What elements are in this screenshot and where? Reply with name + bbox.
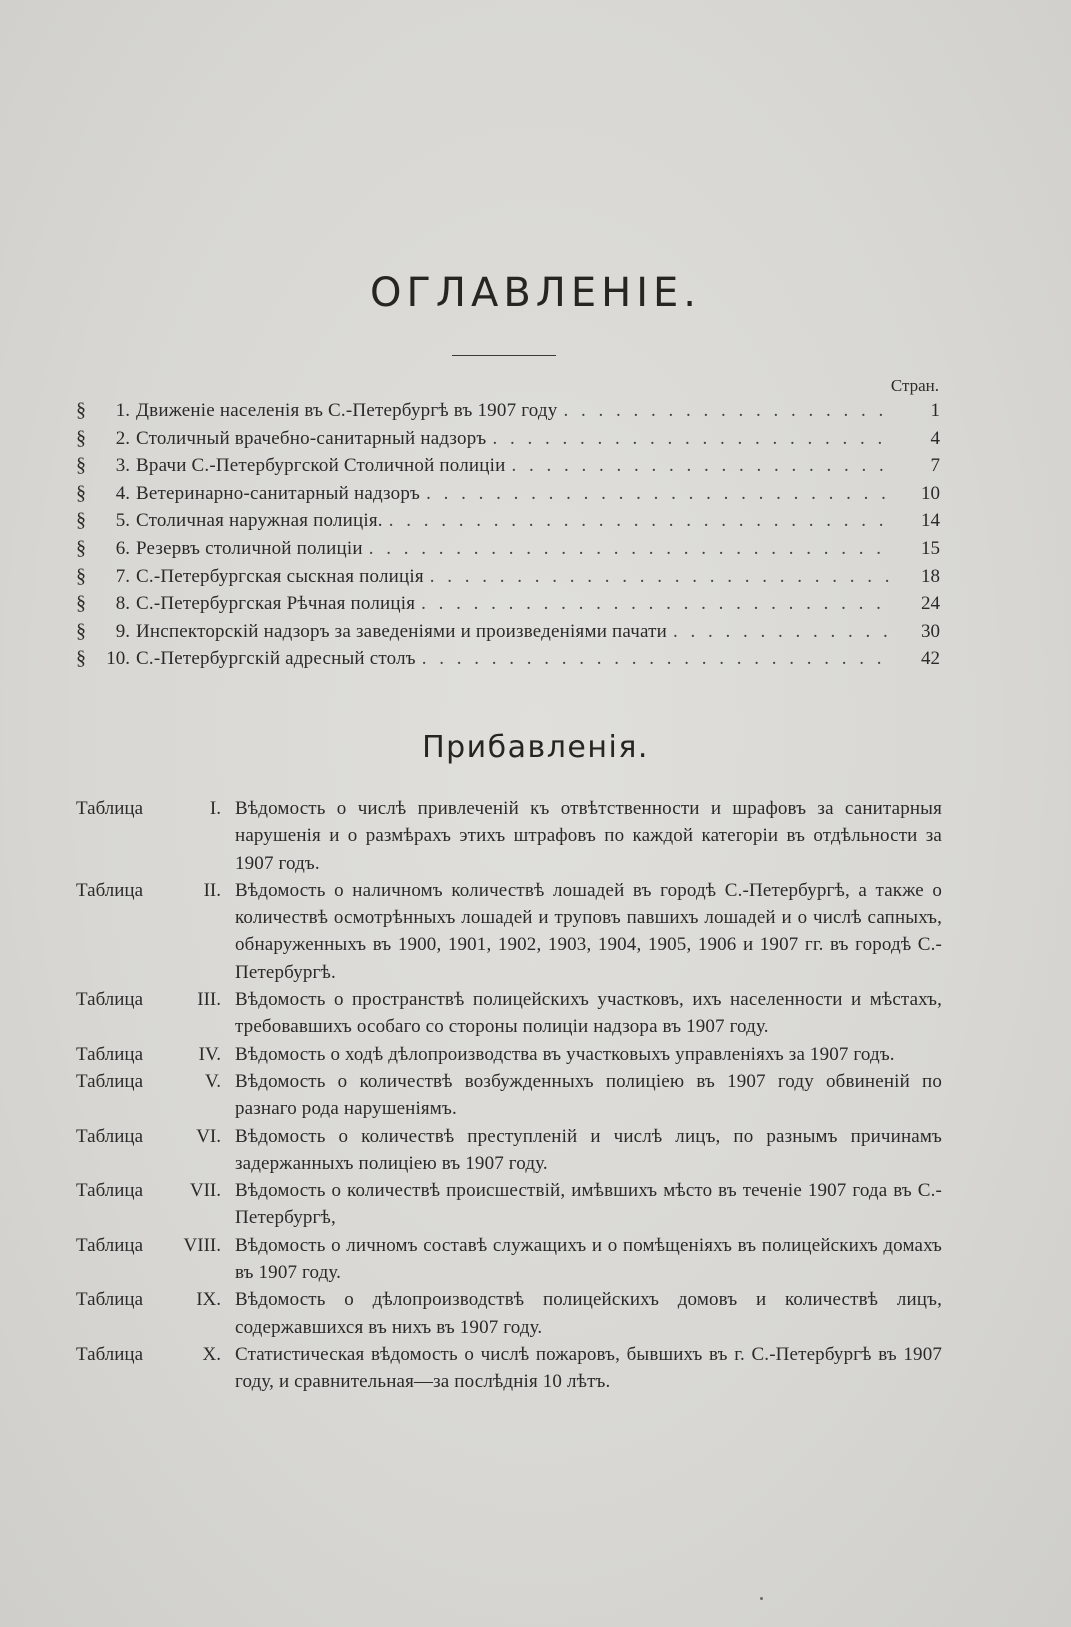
appendix-entry-label: Таблица: [76, 1180, 144, 1202]
appendix-entry-text: Вѣдомость о ходѣ дѣлопроизводства въ участковыхъ управленіяхъ за 1907 годъ.: [235, 1043, 895, 1065]
appendix-entry-label: Таблица: [76, 1343, 144, 1365]
appendix-entry-text: Вѣдомость о пространствѣ полицейскихъ участковъ, ихъ населенности и мѣстахъ, требовавшихъ особаго со стороны полиціи надзора въ 1907 году.: [235, 989, 942, 1038]
appendix-entry-label: Таблица: [76, 989, 144, 1011]
table-of-contents: [76, 399, 940, 675]
toc-entry-page: 18: [921, 565, 940, 587]
section-symbol: §: [76, 619, 86, 642]
appendix-entry-text: Вѣдомость о количествѣ происшествій, имѣвшихъ мѣсто въ теченіе 1907 года въ С.-Петербургѣ,: [235, 1180, 942, 1229]
toc-entry-title: С.-Петербургская Рѣчная полиція: [136, 593, 416, 615]
appendix-entry-number: IX.: [196, 1289, 221, 1311]
toc-entry-title: Резервъ столичной полиціи: [136, 537, 363, 559]
section-symbol: §: [76, 592, 86, 615]
toc-entry-title: Столичная наружная полиція.: [136, 510, 383, 532]
appendix-entry-number: III.: [197, 989, 221, 1011]
toc-entry-page: 30: [921, 620, 940, 642]
appendix-entry: [76, 1123, 942, 1178]
appendix-heading: Прибавленія.: [422, 730, 649, 765]
dot-leader: [426, 483, 892, 505]
toc-entry-page: 10: [921, 482, 940, 504]
dot-leader: [421, 593, 892, 615]
toc-entry: [76, 454, 940, 482]
paper-speck: [760, 1597, 763, 1600]
toc-entry: [76, 647, 940, 675]
toc-entry-number: 9.: [115, 620, 130, 642]
toc-entry-title: Столичный врачебно-санитарный надзоръ: [136, 427, 487, 449]
toc-entry-page: 4: [930, 427, 940, 449]
dot-leader: [389, 510, 892, 532]
appendix-entry: [76, 877, 942, 986]
appendix-entry-label: Таблица: [76, 798, 144, 819]
toc-entry-number: 10.: [106, 648, 130, 670]
appendix-entry-text: Вѣдомость о количествѣ возбужденныхъ полиціею въ 1907 году обвиненій по разнаго рода нарушеніямъ.: [235, 1070, 942, 1120]
dot-leader: [492, 428, 892, 450]
appendix-entry-text: Вѣдомость о личномъ составѣ служащихъ и о помѣщеніяхъ въ полицейскихъ домахъ въ 1907 году.: [235, 1234, 942, 1284]
toc-entry: [76, 509, 940, 537]
appendix-entry-number: X.: [202, 1343, 221, 1365]
toc-entry-title: Движеніе населенія въ С.-Петербургѣ въ 1907 году: [136, 400, 558, 421]
toc-entry-title: Инспекторскій надзоръ за заведеніями и произведеніями пачати: [136, 620, 668, 642]
toc-entry: [76, 592, 940, 620]
section-symbol: §: [76, 399, 86, 421]
appendix-entry-number: VII.: [189, 1180, 221, 1202]
toc-entry-page: 14: [921, 510, 940, 532]
section-symbol: §: [76, 536, 86, 559]
appendix-entry: [76, 1041, 942, 1068]
toc-entry-title: С.-Петербургская сыскная полиція: [136, 565, 424, 587]
appendix-entry: [76, 1068, 942, 1123]
toc-entry-number: 1.: [115, 400, 130, 421]
section-symbol: §: [76, 509, 86, 532]
dot-leader: [673, 621, 892, 643]
toc-entry-page: 7: [930, 455, 940, 477]
toc-entry: [76, 399, 940, 427]
toc-entry-title: С.-Петербургскій адресный столъ: [136, 648, 416, 670]
appendix-entry-number: I.: [209, 798, 221, 819]
toc-entry-number: 8.: [115, 593, 130, 615]
toc-entry: [76, 427, 940, 455]
toc-entry-page: 24: [921, 593, 940, 615]
toc-entry-number: 4.: [115, 482, 130, 504]
toc-entry: [76, 482, 940, 510]
appendix-entry-label: Таблица: [76, 1125, 144, 1147]
appendix-entry: [76, 986, 942, 1041]
section-symbol: §: [76, 454, 86, 477]
appendix-entry-number: V.: [204, 1070, 221, 1092]
appendix-entry-text: Вѣдомость о дѣлопроизводствѣ полицейскихъ домовъ и количествѣ лицъ, содержавшихся въ нихъ въ 1907 году.: [235, 1289, 942, 1338]
toc-entry-number: 7.: [115, 565, 130, 587]
dot-leader: [563, 400, 892, 422]
appendix-entry-number: VIII.: [183, 1234, 221, 1256]
toc-entry-title: Врачи С.-Петербургской Столичной полиціи: [136, 455, 506, 477]
toc-entry-number: 5.: [115, 510, 130, 532]
appendix-entry: [76, 1177, 942, 1232]
toc-entry-number: 6.: [115, 537, 130, 559]
appendix-table-list: [76, 795, 942, 1396]
appendix-entry-label: Таблица: [76, 1070, 144, 1092]
appendix-entry-label: Таблица: [76, 1289, 144, 1311]
appendix-entry: [76, 1341, 942, 1396]
toc-entry-page: 42: [921, 648, 940, 670]
appendix-entry: [76, 1232, 942, 1287]
appendix-entry-label: Таблица: [76, 1234, 144, 1256]
toc-entry-title: Ветеринарно-санитарный надзоръ: [136, 482, 421, 504]
dot-leader: [369, 538, 892, 560]
section-symbol: §: [76, 481, 86, 504]
appendix-entry-label: Таблица: [76, 1043, 144, 1065]
appendix-entry-text: Вѣдомость о количествѣ преступленій и числѣ лицъ, по разнымъ причинамъ задержанныхъ полиціею въ 1907 году.: [235, 1125, 942, 1174]
toc-entry-page: 1: [930, 400, 940, 421]
appendix-entry-number: VI.: [196, 1125, 221, 1147]
appendix-entry-text: Вѣдомость о числѣ привлеченій къ отвѣтственности и шрафовъ за санитарныя нарушенія и о размѣрахъ этихъ штрафовъ по каждой категоріи въ отдѣльности за 1907 годъ.: [235, 798, 942, 874]
toc-entry-page: 15: [921, 537, 940, 559]
appendix-entry: [76, 795, 942, 877]
title-divider: [452, 355, 556, 356]
appendix-entry-number: II.: [203, 879, 221, 901]
toc-entry-number: 2.: [115, 427, 130, 449]
page-title: ОГЛАВЛЕНІЕ.: [370, 270, 701, 316]
section-symbol: §: [76, 426, 86, 449]
toc-entry: [76, 565, 940, 593]
appendix-entry-label: Таблица: [76, 879, 144, 901]
dot-leader: [512, 455, 892, 477]
toc-entry: [76, 537, 940, 565]
toc-entry-number: 3.: [115, 455, 130, 477]
toc-entry: [76, 620, 940, 648]
page-column-header: Стран.: [890, 376, 939, 395]
appendix-entry-number: IV.: [198, 1043, 221, 1065]
dot-leader: [422, 648, 892, 670]
dot-leader: [430, 566, 892, 588]
appendix-entry-text: Вѣдомость о наличномъ количествѣ лошадей въ городѣ С.-Петербургѣ, а также о количествѣ осмотрѣнныхъ лошадей и труповъ павшихъ лошадей и о числѣ сапныхъ, обнаруженныхъ въ 1900, 1901, 1902, 1903, 1904, 1905, 1906 и 1907 гг. въ городѣ С.-Петербургѣ.: [235, 879, 942, 983]
section-symbol: §: [76, 647, 86, 670]
appendix-entry: [76, 1286, 942, 1341]
appendix-entry-text: Статистическая вѣдомость о числѣ пожаровъ, бывшихъ въ г. С.-Петербургѣ въ 1907 году, и сравнительная—за послѣднія 10 лѣтъ.: [235, 1343, 942, 1393]
section-symbol: §: [76, 564, 86, 587]
